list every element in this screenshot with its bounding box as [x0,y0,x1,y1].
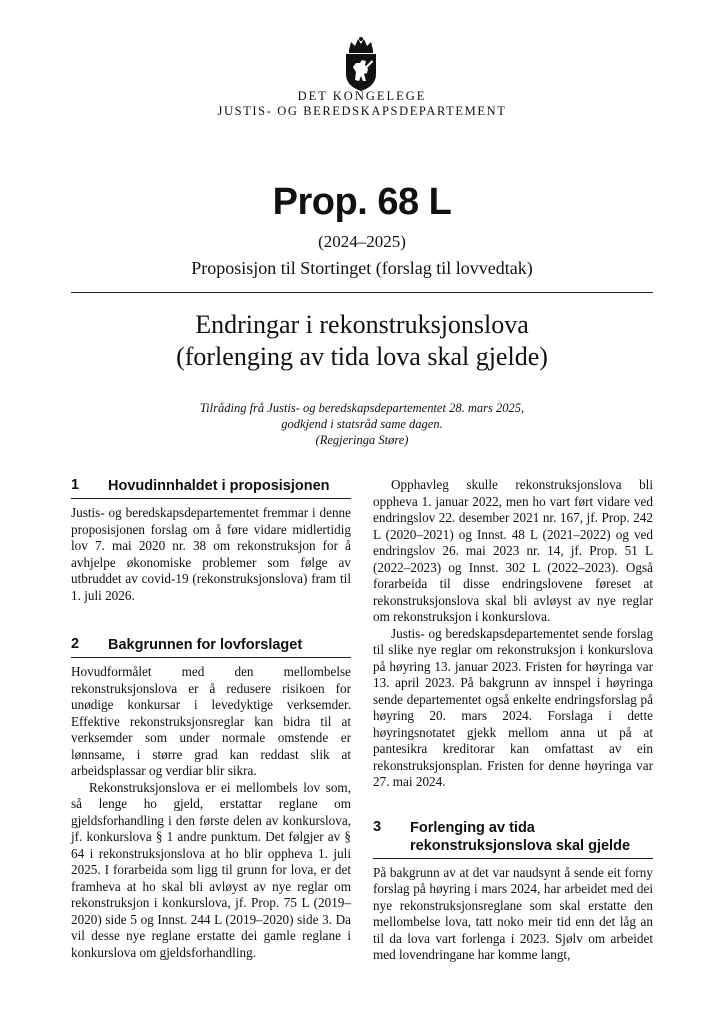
section-number: 1 [71,477,80,493]
section-title: Hovudinnhaldet i proposisjonen [108,478,330,494]
right-column [373,477,653,964]
department-name-line2: JUSTIS- OG BEREDSKAPSDEPARTEMENT [217,104,507,118]
proposition-years: (2024–2025) [318,232,406,251]
section-title: Bakgrunnen for lovforslaget [108,637,303,653]
paragraph: Rekonstruksjonslova er ei mellombels lov som, så lenge ho gjeld, erstattar reglane om gjeldsforhandling i den første delen av konkurslova, jf. konkurslova § 1 andre punktum. Det følgjer av § 64 i rekonstruksjonslova at ho blir oppheva 1. juli 2025. I forarbeida som ligg til grunn for lova, er det framheva at ho skal bli avløyst av nye reglar om rekonstruksjon i konkurslova, jf. Prop. 75 L (2019–2020) side 5 og Innst. 244 L (2019–2020) side 3. Da vil desse nye reglane erstatte dei gamle reglane i konkurslova om gjeldsforhandling. [71,779,351,960]
recommendation-note [0,400,724,448]
title-divider [71,292,653,293]
document-title-line1: Endringar i rekonstruksjonslova [195,310,529,339]
section-heading-3 [373,819,653,859]
recommendation-line2: godkjend i statsråd same dagen. [281,417,443,431]
section-title-line1: Forlenging av tida [410,819,535,836]
proposition-title: Prop. 68 L [272,181,452,223]
paragraph: Justis- og beredskapsdepartementet sende forslag til slike nye reglar om rekonstruksjon i konkurslova på høyring 13. januar 2023. Fristen for høyringa var 13. april 2023. På bakgrunn av innspel i høyringa sende departementet også enkelte endringsforslag på høyring 20. mars 2024. Forslaga i dette høyringsnotatet gjekk mellom anna ut på at pantesikra kreditorar kan omfattast av ein rekonstruksjonsplan. Fristen for denne høyringa var 27. mai 2024. [373,625,653,789]
department-name-line1: DET KONGELEGE [297,89,427,103]
coat-of-arms-icon [340,36,382,92]
section-title-line2: rekonstruksjonslova skal gjelde [410,837,631,854]
document-title-line2: (forlenging av tida lova skal gjelde) [176,342,548,371]
proposition-subtitle: Proposisjon til Stortinget (forslag til lovvedtak) [191,258,533,278]
recommendation-line3: (Regjeringa Støre) [315,433,409,447]
paragraph: Hovudformålet med den mellombelse rekonstruksjonslova er å redusere risikoen for unødige konkursar i levedyktige verksemder. Effektive rekonstruksjonsreglar kan bidra til at verksemder som under normale omstende er lønnsame, i større grad kan reddast slik at arbeidsplassar og verdiar blir sikra. [71,664,351,778]
paragraph: Justis- og beredskapsdepartementet fremmar i denne proposisjonen forslag om å føre vidare midlertidig lov 7. mai 2020 nr. 38 om rekonstruksjon for å avhjelpe økonomiske problemer som følge av utbruddet av covid-19 (rekonstruksjonslova) fram til 1. juli 2026. [71,505,351,603]
recommendation-line1: Tilråding frå Justis- og beredskapsdepartementet 28. mars 2025, [199,401,525,415]
section-heading-2 [71,636,351,658]
left-column [71,477,351,961]
section-heading-1 [71,477,351,499]
paragraph: Opphavleg skulle rekonstruksjonslova bli oppheva 1. januar 2022, men ho vart ført vidare ved endringslov 22. desember 2021 nr. 167, jf. Prop. 242 L (2020–2021) og Innst. 48 L (2021–2022) og ved endringslov 26. mai 2023 nr. 14, jf. Prop. 51 L (2022–2023) og Innst. 302 L (2022–2023). Også forarbeida til disse endringslovene føreset at rekonstruksjonslova skal bli avløyst av nye reglar om rekonstruksjon i konkurslova. [373,477,653,624]
section-number: 2 [71,636,80,652]
section-number: 3 [373,818,382,835]
paragraph: På bakgrunn av at det var naudsynt å sende eit forny forslag på høyring i mars 2024, har arbeidet med dei nye rekonstruksjonsreglane som skal erstatte den mellombelse lova, tatt noko meir tid enn det låg an til da lova vart forlenga i 2023. Sjølv om arbeidet med lovendringane har komme langt, [373,864,653,962]
